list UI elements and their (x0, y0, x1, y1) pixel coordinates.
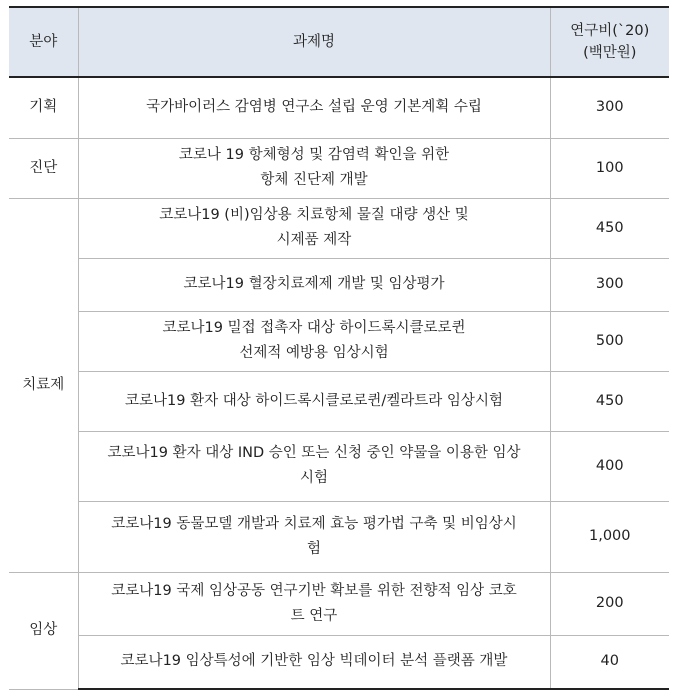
task-line: 코로나19 동물모델 개발과 치료제 효능 평가법 구축 및 비임상시 (111, 515, 517, 532)
cost-cell: 1,000 (550, 501, 669, 572)
task-cell (78, 138, 550, 198)
field-cell: 임상 (9, 572, 78, 689)
table-row (9, 431, 669, 501)
table-row (9, 258, 669, 311)
task-cell (78, 258, 550, 311)
task-line: 코로나19 환자 대상 IND 승인 또는 신청 중인 약물을 이용한 임상 (107, 445, 521, 461)
table-row (9, 77, 669, 138)
task-line: 항체 진단제 개발 (260, 172, 368, 188)
task-line: 코로나19 환자 대상 하이드록시클로로퀸/켈라트라 임상시험 (125, 392, 503, 409)
header-row (9, 7, 669, 77)
task-cell (78, 572, 550, 635)
cost-cell: 200 (550, 572, 669, 635)
task-line: 코로나19 혈장치료제제 개발 및 임상평가 (183, 276, 445, 292)
cost-cell: 300 (550, 258, 669, 311)
task-line: 시제품 제작 (276, 232, 352, 248)
header-cost-unit: (백만원) (583, 45, 637, 61)
table-row (9, 501, 669, 572)
header-task: 과제명 (78, 7, 550, 77)
table-row (9, 198, 669, 258)
cost-cell: 40 (550, 635, 669, 689)
header-field: 분야 (9, 7, 78, 77)
header-cost-label: 연구비(`20) (570, 23, 650, 39)
task-line: 험 (306, 540, 321, 557)
cost-cell: 500 (550, 311, 669, 371)
field-cell: 기획 (9, 77, 78, 138)
task-line: 트 연구 (290, 607, 338, 624)
header-cost (550, 7, 669, 77)
task-cell (78, 635, 550, 689)
table-row (9, 371, 669, 431)
task-line: 선제적 예방용 임상시험 (239, 345, 389, 361)
research-budget-table (9, 6, 669, 690)
table-header (9, 7, 669, 77)
cost-cell: 400 (550, 431, 669, 501)
cost-cell: 450 (550, 371, 669, 431)
task-cell (78, 311, 550, 371)
cost-cell: 450 (550, 198, 669, 258)
table-row (9, 572, 669, 635)
task-cell (78, 371, 550, 431)
cost-cell: 100 (550, 138, 669, 198)
task-line: 코로나19 밀접 접촉자 대상 하이드록시클로로퀸 (162, 320, 466, 336)
task-cell (78, 431, 550, 501)
task-cell (78, 77, 550, 138)
task-cell (78, 501, 550, 572)
task-line: 코로나19 임상특성에 기반한 임상 빅데이터 분석 플랫폼 개발 (120, 653, 508, 670)
field-cell: 진단 (9, 138, 78, 198)
task-line: 코로나19 국제 임상공동 연구기반 확보를 위한 전향적 임상 코호 (111, 582, 517, 599)
table-row (9, 311, 669, 371)
table-body (9, 77, 669, 689)
task-line: 시험 (299, 470, 328, 486)
task-line: 국가바이러스 감염병 연구소 설립 운영 기본계획 수립 (146, 99, 482, 116)
task-line: 코로나19 (비)임상용 치료항체 물질 대량 생산 및 (159, 207, 469, 223)
cost-cell: 300 (550, 77, 669, 138)
table-row (9, 138, 669, 198)
table-row (9, 635, 669, 689)
field-cell: 치료제 (9, 198, 78, 572)
task-cell (78, 198, 550, 258)
task-line: 코로나 19 항체형성 및 감염력 확인을 위한 (178, 147, 450, 163)
